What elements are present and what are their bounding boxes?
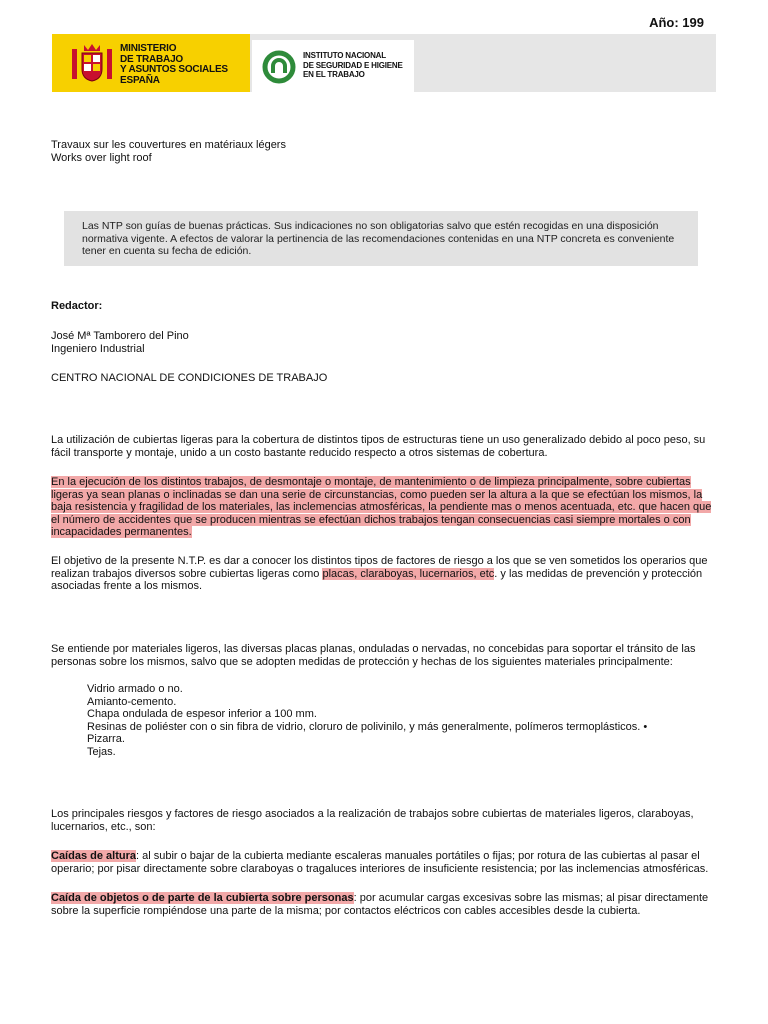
- ministry-logo-line: DE TRABAJO: [120, 53, 184, 65]
- highlighted-text: En la ejecución de los distintos trabajos, de desmontaje o montaje, de mantenimiento o de limpieza principalmente, sobre cubiertas ligeras ya sean planas o inclinadas se dan una serie de circunstancias, como pueden ser la altura a la que se efectúan los mismos, la baja resistencia y fragilidad de los materiales, las inclemencias atmosféricas, la pendiente mas o menos acentuada, etc. que hacen que el número de accidentes que se producen mientras se efectúan dichos trabajos tengan consecuencias casi siempre mortales o con incapacidades permanentes.: [51, 476, 712, 538]
- institute-logo-line: EN EL TRABAJO: [303, 70, 365, 79]
- paragraph-objective: [51, 555, 719, 593]
- paragraph-light-materials: Se entiende por materiales ligeros, las diversas placas planas, onduladas o nervadas, no concebidas para soportar el tránsito de las personas sobre los mismos, salvo que se adopten medidas de protección y hechas de los siguientes materiales principalmente:: [51, 643, 696, 668]
- year-label: Año: 199: [649, 15, 704, 30]
- ministry-logo-line: Y ASUNTOS SOCIALES: [120, 64, 228, 75]
- materials-list: [87, 683, 647, 758]
- list-item: Vidrio armado o no.: [87, 683, 183, 695]
- author-center: CENTRO NACIONAL DE CONDICIONES DE TRABAJO: [51, 372, 328, 384]
- institute-logo-line: DE SEGURIDAD E HIGIENE: [303, 60, 403, 70]
- highlighted-text: placas, claraboyas, lucernarios, etc: [322, 567, 495, 580]
- document-titles: [51, 139, 286, 165]
- institute-logo: [252, 40, 414, 92]
- objective-text-end: . y las medidas de prevención y protección asociadas frente a los mismos.: [51, 567, 703, 592]
- disclaimer-notice: Las NTP son guías de buenas prácticas. Sus indicaciones no son obligatorias salvo que estén recogidas en una disposición normativa vigente. A efectos de valorar la pertinencia de las recomendaciones contenidas en una NTP concreta es conveniente tener en cuenta su fecha de edición.: [64, 211, 698, 266]
- paragraph-main-risks: Los principales riesgos y factores de riesgo asociados a la realización de trabajos sobre cubiertas de materiales ligeros, claraboyas, lucernarios, etc., son:: [51, 808, 694, 833]
- list-item: Chapa ondulada de espesor inferior a 100 mm.: [87, 708, 317, 720]
- title-english: Works over light roof: [51, 152, 152, 164]
- author-heading: Redactor:: [51, 300, 103, 312]
- risk-title: Caída de objetos o de parte de la cubierta sobre personas: [51, 892, 354, 904]
- title-french: Travaux sur les couvertures en matériaux légers: [51, 139, 286, 151]
- risk-falling-objects: [51, 892, 719, 917]
- ministry-logo-text: [120, 44, 228, 86]
- ministry-logo-line: ESPAÑA: [120, 74, 160, 86]
- objective-text: El objetivo de la presente N.T.P. es dar a conocer los distintos tipos de factores de riesgo a los que se ven sometidos los operarios que realizan trabajos diversos sobre cubiertas ligeras como: [51, 555, 708, 580]
- author-name: José Mª Tamborero del Pino: [51, 330, 189, 342]
- list-item: Tejas.: [87, 745, 116, 758]
- institute-mark-icon: [262, 50, 296, 84]
- list-item: Resinas de poliéster con o sin fibra de vidrio, cloruro de polivinilo, y más generalmente, polímeros termoplásticos. •: [87, 720, 648, 733]
- list-item: Pizarra.: [87, 733, 125, 745]
- paragraph-circumstances: [51, 476, 719, 539]
- institute-logo-line: INSTITUTO NACIONAL: [303, 51, 386, 60]
- list-item: Amianto-cemento.: [87, 695, 177, 708]
- ministry-logo: [52, 34, 250, 92]
- paragraph-intro: La utilización de cubiertas ligeras para la cobertura de distintos tipos de estructuras tiene un uso generalizado debido al poco peso, su fácil transporte y montaje, unido a un costo bastante reducido respecto a otros sistemas de cobertura.: [51, 434, 706, 459]
- risk-description: : por acumular cargas excesivas sobre las mismas; al pisar directamente sobre la superficie rompiéndose una parte de la misma; por contactos eléctricos con cables accesibles desde la cubierta.: [51, 892, 709, 917]
- coat-of-arms-icon: [68, 39, 116, 87]
- risk-falls-from-height: [51, 850, 719, 875]
- risk-description: : al subir o bajar de la cubierta mediante escaleras manuales portátiles o fijas; por rotura de las cubiertas al pasar el operario; por pisar directamente sobre claraboyas o tragaluces interiores de insuficiente resistencia; por las inclemencias atmosféricas.: [51, 850, 709, 875]
- institute-logo-text: [303, 51, 403, 80]
- author-title: Ingeniero Industrial: [51, 343, 145, 355]
- risk-title: Caídas de altura: [51, 850, 136, 862]
- ministry-logo-line: MINISTERIO: [120, 43, 177, 54]
